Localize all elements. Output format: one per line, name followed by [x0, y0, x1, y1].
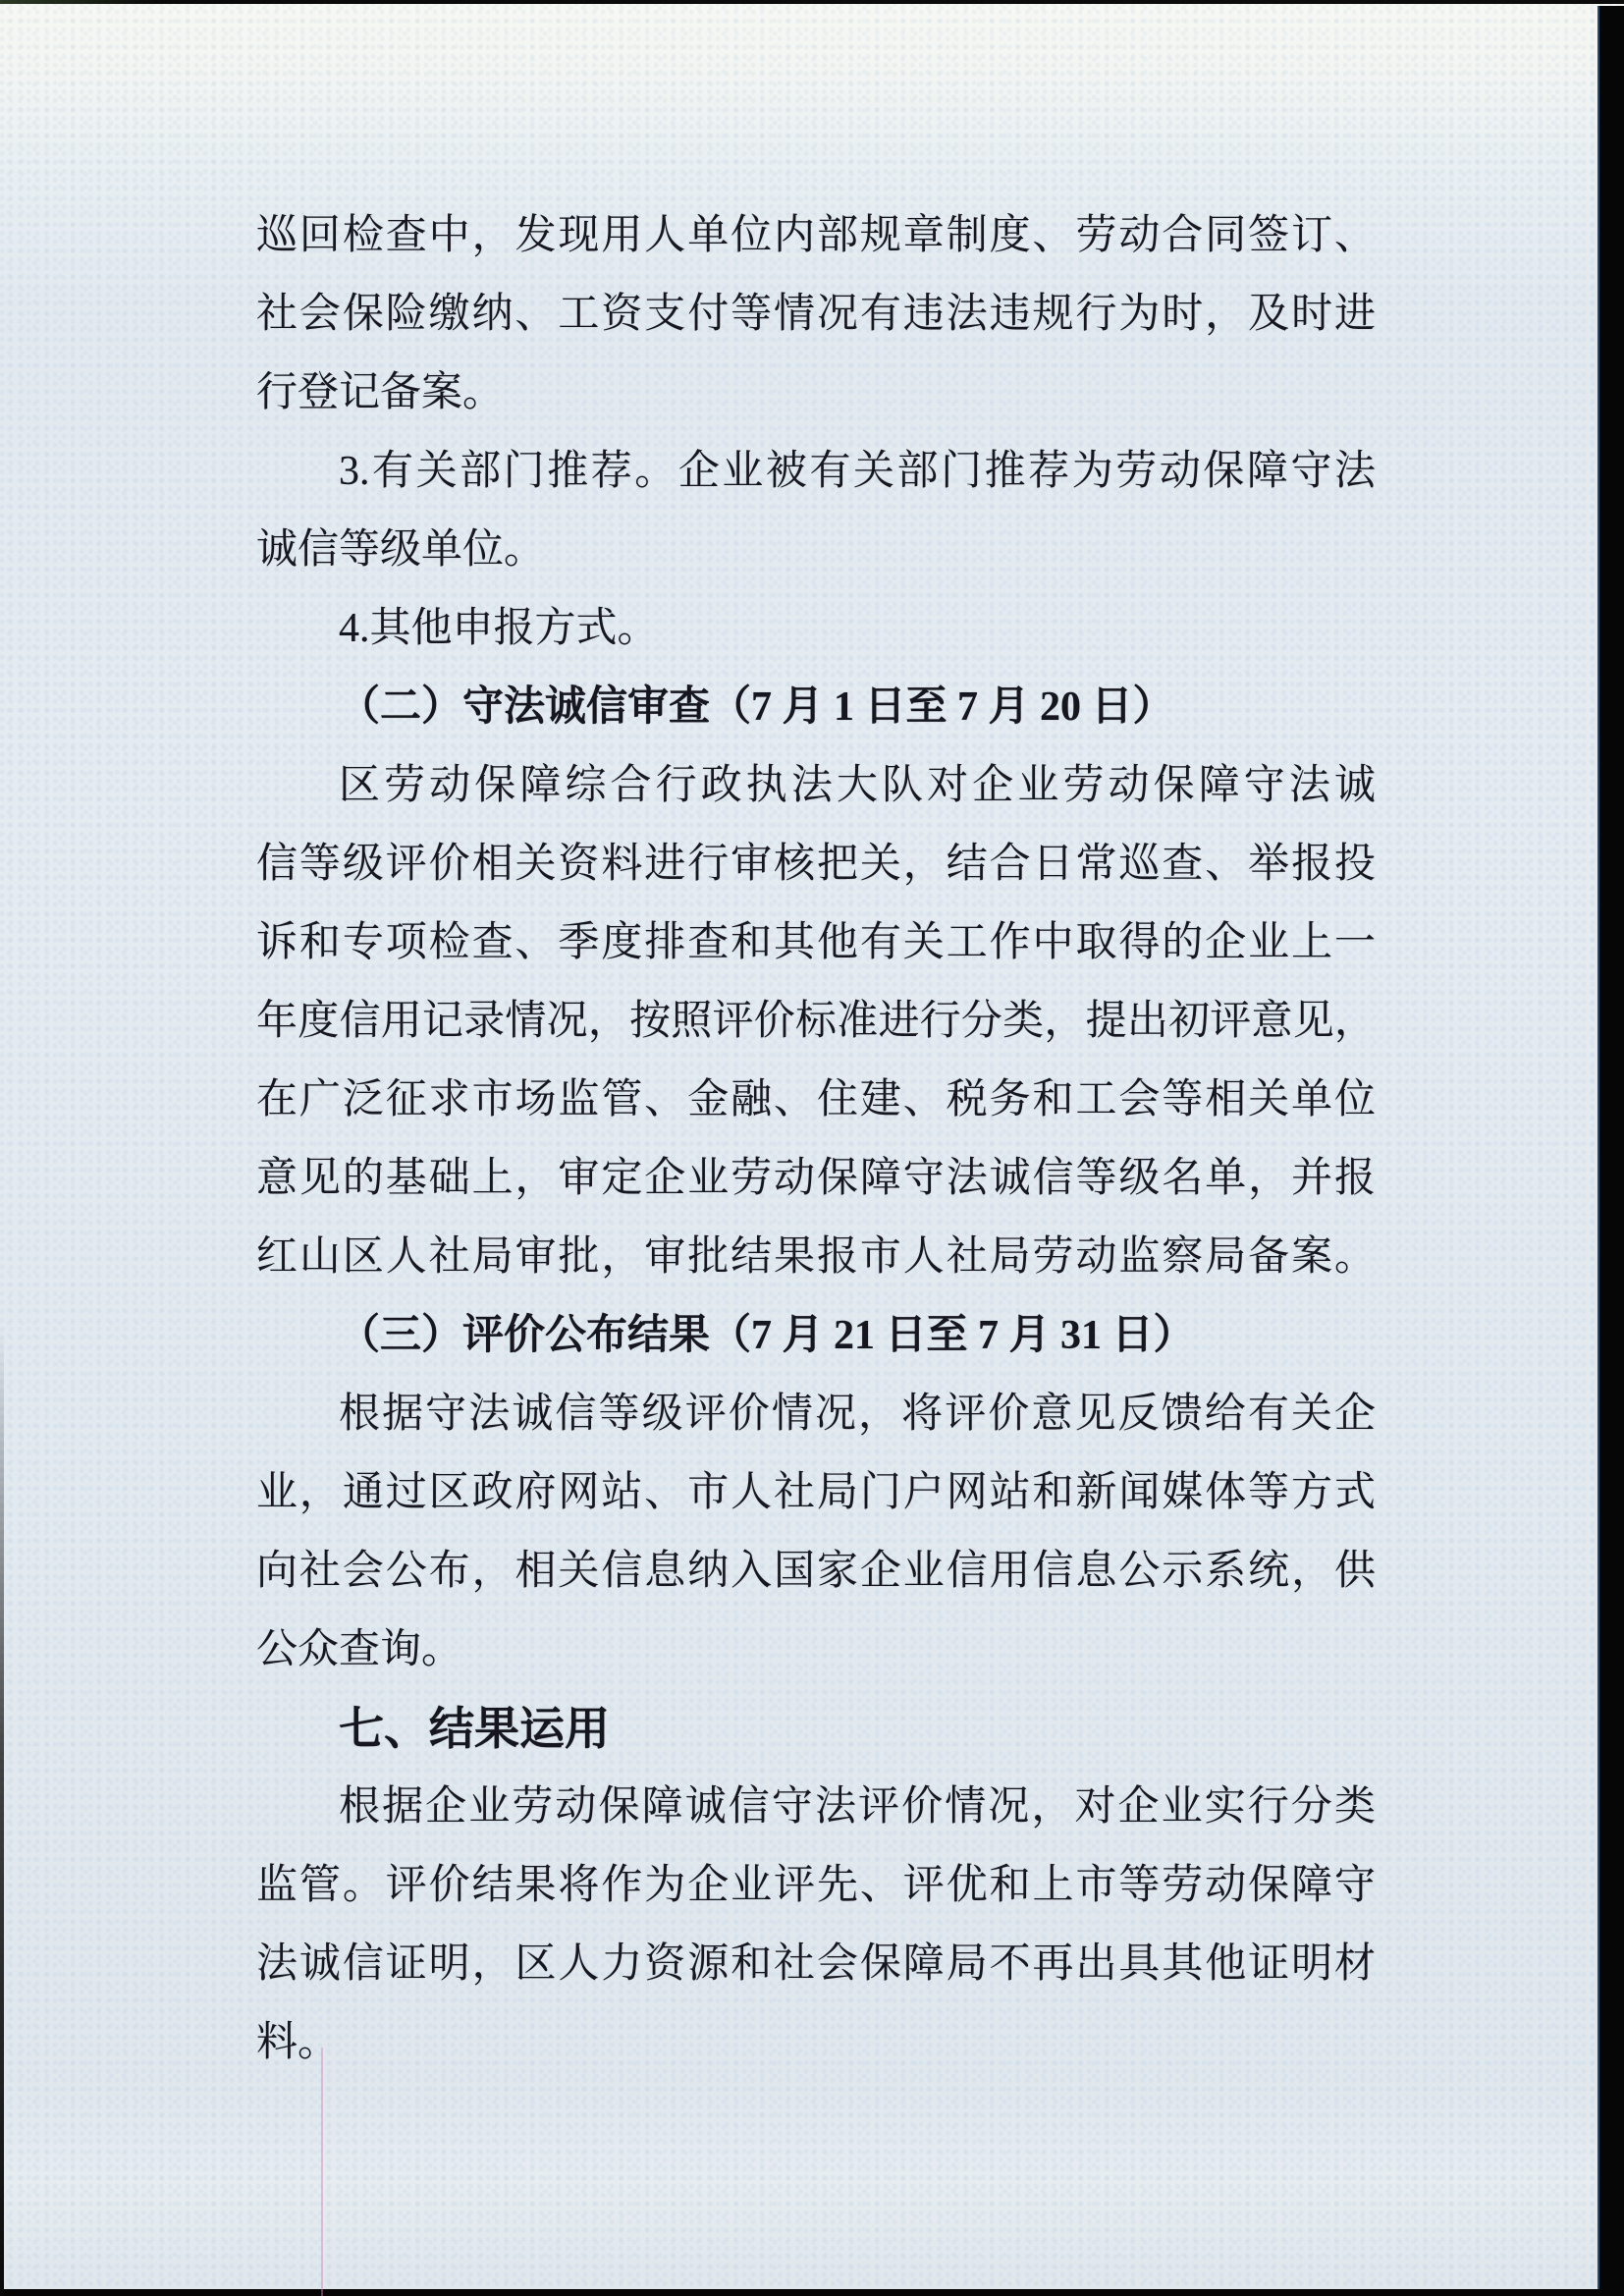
text-line: 意见的基础上，审定企业劳动保障守法诚信等级名单，并报 [256, 1156, 1376, 1201]
text-line: 公众查询。 [256, 1627, 463, 1672]
text-line: 在广泛征求市场监管、金融、住建、税务和工会等相关单位 [256, 1077, 1376, 1122]
text-line: 料。 [256, 2020, 340, 2065]
text-line: 3.有关部门推荐。企业被有关部门推荐为劳动保障守法 [339, 449, 1376, 494]
text-line: 信等级评价相关资料进行审核把关，结合日常巡查、举报投 [256, 842, 1376, 887]
scan-edge-right [1597, 6, 1624, 2296]
text-line: 区劳动保障综合行政执法大队对企业劳动保障守法诚 [339, 763, 1376, 808]
text-line: 诉和专项检查、季度排查和其他有关工作中取得的企业上一 [256, 920, 1376, 965]
text-line: 年度信用记录情况，按照评价标准进行分类，提出初评意见， [256, 999, 1376, 1044]
document-text [256, 196, 1376, 2082]
text-line: 红山区人社局审批，审批结果报市人社局劳动监察局备案。 [256, 1234, 1376, 1280]
text-line: 法诚信证明，区人力资源和社会保障局不再出具其他证明材 [256, 1941, 1376, 1987]
text-line: 向社会公布，相关信息纳入国家企业信用信息公示系统，供 [256, 1549, 1376, 1594]
section-heading-3: （三）评价公布结果（7 月 21 日至 7 月 31 日） [339, 1313, 1195, 1358]
scan-artifact-line [321, 2048, 323, 2296]
text-line: 社会保险缴纳、工资支付等情况有违法违规行为时，及时进 [256, 292, 1376, 337]
text-line: 监管。评价结果将作为企业评先、评优和上市等劳动保障守 [256, 1863, 1376, 1908]
scan-edge-left [0, 1326, 4, 2296]
scan-edge-bottom [0, 2289, 1624, 2296]
text-line: 诚信等级单位。 [256, 527, 546, 573]
text-line: 4.其他申报方式。 [339, 606, 659, 651]
scan-edge-top [0, 0, 1624, 4]
section-heading-2: （二）守法诚信审查（7 月 1 日至 7 月 20 日） [339, 684, 1174, 730]
text-line: 根据守法诚信等级评价情况，将评价意见反馈给有关企 [339, 1392, 1376, 1437]
text-line: 业，通过区政府网站、市人社局门户网站和新闻媒体等方式 [256, 1470, 1376, 1515]
text-line: 巡回检查中，发现用人单位内部规章制度、劳动合同签订、 [256, 213, 1376, 258]
text-line: 行登记备案。 [256, 370, 505, 415]
text-line: 根据企业劳动保障诚信守法评价情况，对企业实行分类 [339, 1784, 1376, 1830]
section-heading-7: 七、结果运用 [339, 1703, 610, 1754]
